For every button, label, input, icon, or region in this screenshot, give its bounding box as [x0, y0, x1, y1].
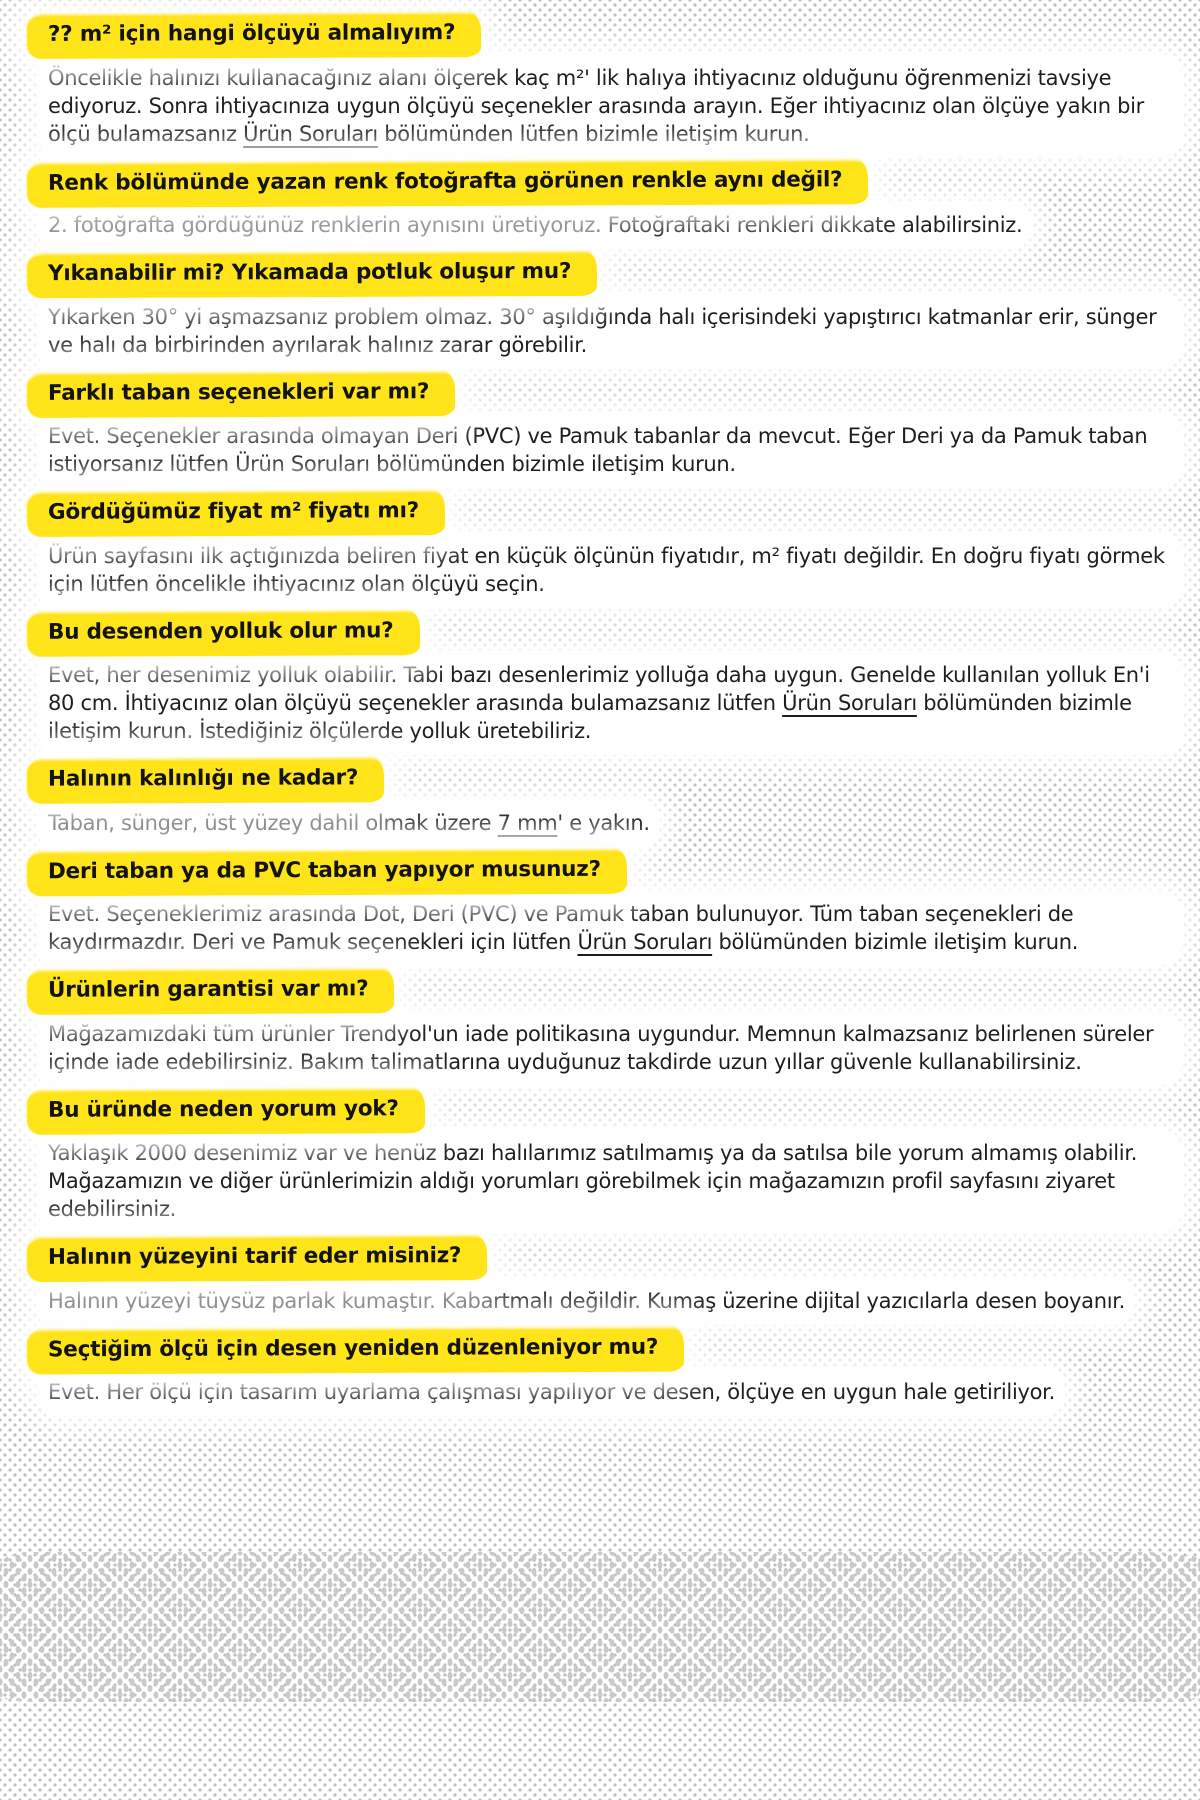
faq-question-highlight: [30, 162, 865, 203]
faq-question: [48, 375, 1172, 413]
faq-question-highlight: [30, 971, 391, 1010]
answer-text-run: Halının yüzeyi tüysüz parlak kumaştır. Kabartmalı değildir. Kumaş üzerine dijital yazıcılarla desen boyanır.: [48, 1288, 1126, 1313]
faq-item: [48, 255, 1172, 359]
underlined-term: Ürün Soruları: [782, 691, 917, 715]
faq-answer-text: [48, 422, 1172, 478]
faq-answer-text: [48, 1287, 1125, 1315]
faq-question-highlight: [30, 613, 416, 652]
answer-text-run: Ürün sayfasını ilk açtığınızda beliren fiyat en küçük ölçünün fiyatıdır, m² fiyatı değildir. En doğru fiyatı görmek için lütfen öncelikle ihtiyacınız olan ölçüyü seçin.: [48, 543, 1172, 596]
faq-question-highlight: [30, 1091, 421, 1130]
faq-item: [48, 16, 1172, 148]
faq-question: [48, 1331, 1172, 1369]
faq-answer-text: [48, 900, 1172, 956]
faq-answer-text: [48, 661, 1172, 745]
faq-question-text: ?? m² için hangi ölçüyü almalıyım?: [47, 20, 456, 47]
faq-answer-text: [48, 542, 1172, 598]
faq-question-text: Deri taban ya da PVC taban yapıyor musunuz?: [47, 856, 601, 884]
faq-item: [48, 164, 1172, 240]
underlined-term: Ürün Soruları: [243, 121, 378, 146]
answer-text-run: bölümünden bizimle iletişim kurun.: [712, 930, 1079, 954]
faq-question: [48, 614, 1172, 652]
faq-question: [48, 255, 1172, 293]
faq-question-text: Renk bölümünde yazan renk fotoğrafta görünen renkle aynı değil?: [47, 166, 843, 196]
faq-answer-text: [48, 211, 1022, 239]
faq-question-text: Bu üründe neden yorum yok?: [47, 1095, 399, 1123]
underlined-term: 7 mm: [497, 810, 558, 835]
answer-text-run: 2. fotoğrafta gördüğünüz renklerin aynısını üretiyoruz. Fotoğraftaki renkleri dikkate alabilirsiniz.: [48, 213, 1023, 237]
answer-text-run: Evet, her desenimiz yolluk olabilir. Tabi bazı desenlerimiz yolluğa daha uygun. Genelde kullanılan yolluk En'i 80 cm. İhtiyacınız olan ölçüyü seçenekler arasında bulamazsanız lütfen: [48, 663, 1157, 715]
faq-question: [48, 16, 1172, 54]
faq-question: [48, 494, 1172, 532]
answer-text-run: Yaklaşık 2000 desenimiz var ve henüz bazı halılarımız satılmamış ya da satılsa bile yorum almamış olabilir. Mağazamızın ve diğer ürünlerimizin aldığı yorumları görebilmek için mağazamızın profil sayfasını ziyaret edebilirsiniz.: [48, 1141, 1144, 1221]
faq-item: [48, 1331, 1172, 1407]
faq-answer-text: [48, 64, 1172, 148]
faq-question-highlight: [30, 851, 623, 891]
faq-question-highlight: [30, 493, 441, 532]
faq-question-highlight: [30, 1329, 680, 1369]
answer-text-run: ' e yakın.: [557, 810, 650, 835]
faq-question: [48, 972, 1172, 1010]
faq-question: [48, 761, 1172, 799]
faq-item: [48, 853, 1172, 957]
faq-question-highlight: [30, 15, 478, 54]
answer-text-run: Evet. Seçenekler arasında olmayan Deri (PVC) ve Pamuk tabanlar da mevcut. Eğer Deri ya da Pamuk taban istiyorsanız lütfen Ürün Soruları bölümünden bizimle iletişim kurun.: [48, 424, 1154, 476]
faq-question-text: Seçtiğim ölçü için desen yeniden düzenleniyor mu?: [47, 1334, 659, 1362]
faq-answer-text: [48, 1020, 1172, 1076]
underlined-term: Ürün Soruları: [577, 930, 713, 954]
faq-item: [48, 972, 1172, 1076]
faq-question-text: Halının kalınlığı ne kadar?: [47, 765, 359, 792]
faq-item: [48, 1092, 1172, 1224]
faq-question-text: Bu desenden yolluk olur mu?: [47, 617, 394, 645]
faq-item: [48, 761, 1172, 837]
answer-text-run: bölümünden bizimle iletişim kurun. İstediğiniz ölçülerde yolluk üretebiliriz.: [48, 691, 1139, 743]
faq-item: [48, 614, 1172, 746]
answer-text-run: Yıkarken 30° yi aşmazsanız problem olmaz. 30° aşıldığında halı içerisindeki yapıştırıcı katmanlar erir, sünger ve halı da birbirinden ayrılarak halınız zarar görebilir.: [48, 304, 1163, 357]
answer-text-run: Evet. Her ölçü için tasarım uyarlama çalışması yapılıyor ve desen, ölçüye en uygun hale getiriliyor.: [48, 1380, 1055, 1404]
faq-question-text: Ürünlerin garantisi var mı?: [47, 976, 369, 1003]
faq-question-highlight: [30, 254, 593, 294]
answer-text-run: Taban, sünger, üst yüzey dahil olmak üzere: [48, 810, 498, 835]
faq-answer-text: [48, 1139, 1172, 1223]
faq-question-text: Halının yüzeyini tarif eder misiniz?: [47, 1243, 462, 1270]
faq-question-highlight: [30, 374, 451, 413]
faq-answer-text: [48, 809, 650, 837]
faq-question-text: Gördüğümüz fiyat m² fiyatı mı?: [47, 498, 420, 525]
answer-text-run: Öncelikle halınızı kullanacağınız alanı ölçerek kaç m²' lik halıya ihtiyacınız olduğunu öğrenmenizi tavsiye ediyoruz. Sonra ihtiyacınıza uygun ölçüyü seçenekler arasında arayın. Eğer ihtiyacınız olan ölçüye yakın bir ölçü bulamazsanız: [48, 65, 1151, 146]
faq-question-text: Farklı taban seçenekleri var mı?: [47, 378, 430, 406]
faq-question: [48, 853, 1172, 891]
answer-text-run: Evet. Seçeneklerimiz arasında Dot, Deri (PVC) ve Pamuk taban bulunuyor. Tüm taban seçenekleri de kaydırmazdır. Deri ve Pamuk seçenekleri için lütfen: [48, 902, 1080, 954]
faq-item: [48, 375, 1172, 479]
faq-item: [48, 1239, 1172, 1315]
halftone-pattern-bottom: [0, 1552, 1200, 1702]
faq-answer-text: [48, 1378, 1055, 1406]
faq-question-highlight: [30, 1238, 483, 1277]
faq-question: [48, 1239, 1172, 1277]
faq-question-text: Yıkanabilir mi? Yıkamada potluk oluşur mu?: [47, 258, 572, 287]
faq-question-highlight: [30, 760, 380, 799]
faq-item: [48, 494, 1172, 598]
answer-text-run: Mağazamızdaki tüm ürünler Trendyol'un iade politikasına uygundur. Memnun kalmazsanız belirlenen süreler içinde iade edebilirsiniz. Bakım talimatlarına uyduğunuz takdirde uzun yıllar güvenle kullanabilirsiniz.: [48, 1021, 1160, 1074]
answer-text-run: bölümünden lütfen bizimle iletişim kurun.: [377, 121, 810, 146]
faq-answer-text: [48, 303, 1172, 359]
faq-question: [48, 1092, 1172, 1130]
faq-question: [48, 164, 1172, 202]
